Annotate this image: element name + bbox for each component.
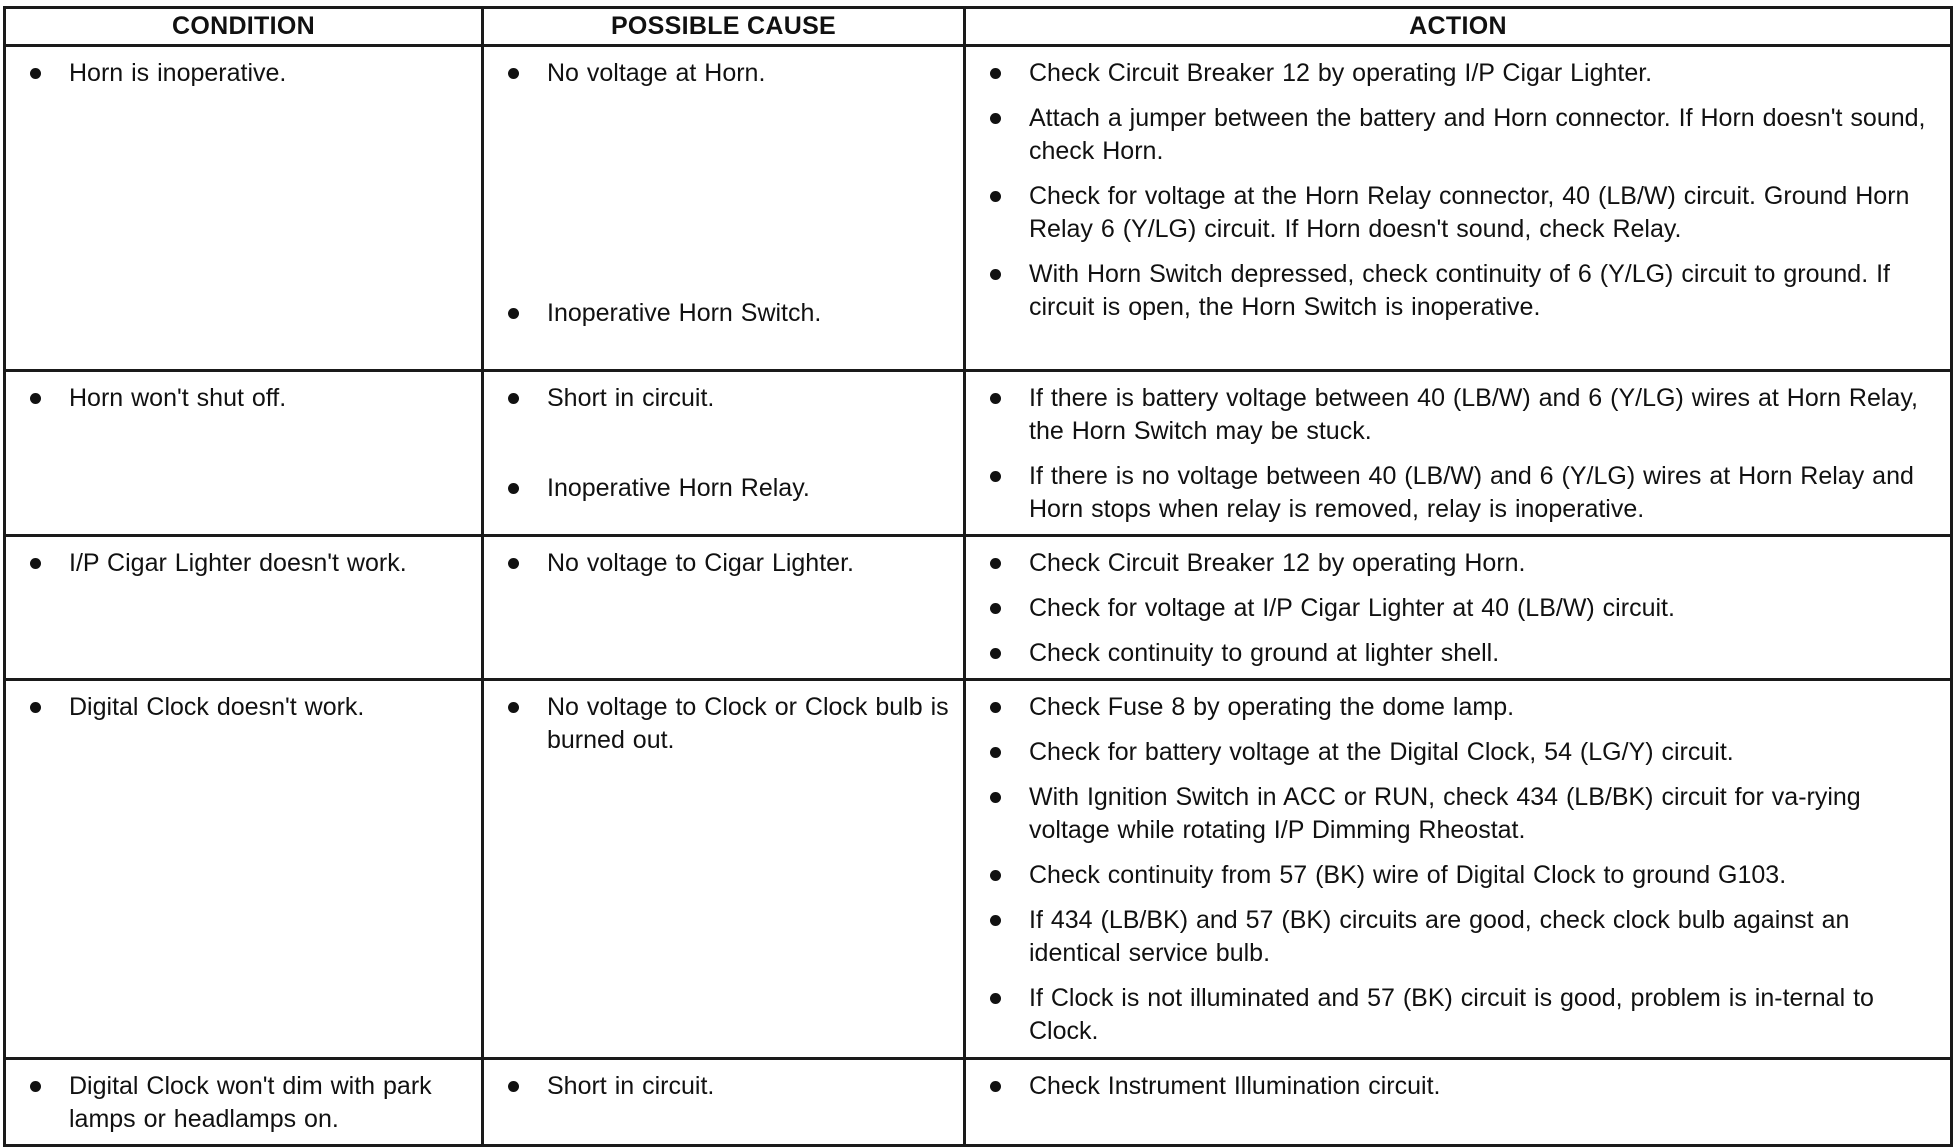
action-text: Check continuity to ground at lighter shell. (1029, 639, 1500, 667)
condition-item (24, 1070, 473, 1136)
bullet-icon (990, 558, 1001, 569)
cause-text: No voltage at Horn. (547, 59, 766, 87)
cause-item (502, 297, 955, 330)
action-item (984, 460, 1942, 526)
bullet-icon (30, 393, 41, 404)
bullet-icon (990, 68, 1001, 79)
bullet-icon (508, 1081, 519, 1092)
bullet-icon (30, 558, 41, 569)
header-action: ACTION (965, 8, 1952, 46)
action-item (984, 180, 1942, 246)
action-text: Attach a jumper between the battery and Horn connector. If Horn doesn't sound, check Horn. (1029, 104, 1926, 165)
bullet-icon (990, 393, 1001, 404)
bullet-icon (990, 702, 1001, 713)
cause-cell (483, 536, 965, 680)
action-text: If there is battery voltage between 40 (LB/W) and 6 (Y/LG) wires at Horn Relay, the Horn Switch may be stuck. (1029, 384, 1918, 445)
condition-text: Digital Clock doesn't work. (69, 693, 365, 721)
condition-cell (5, 680, 483, 1059)
cause-item (502, 382, 955, 415)
cause-item (502, 547, 955, 580)
action-item (984, 102, 1942, 168)
bullet-icon (508, 483, 519, 494)
bullet-icon (990, 1081, 1001, 1092)
action-text: Check for voltage at the Horn Relay connector, 40 (LB/W) circuit. Ground Horn Relay 6 (Y/LG) circuit. If Horn doesn't sound, check Relay. (1029, 182, 1910, 243)
action-cell (965, 1059, 1952, 1146)
cause-cell (483, 46, 965, 371)
header-possible-cause: POSSIBLE CAUSE (483, 8, 965, 46)
bullet-icon (990, 113, 1001, 124)
action-text: Check Circuit Breaker 12 by operating Horn. (1029, 549, 1526, 577)
condition-cell (5, 536, 483, 680)
cause-cell (483, 371, 965, 536)
condition-item (24, 691, 473, 724)
bullet-icon (990, 792, 1001, 803)
condition-cell (5, 46, 483, 371)
table-row (5, 371, 1952, 536)
bullet-icon (990, 191, 1001, 202)
cause-text: Inoperative Horn Switch. (547, 299, 822, 327)
cause-text: Short in circuit. (547, 384, 715, 412)
cause-item (502, 1070, 955, 1103)
bullet-icon (508, 702, 519, 713)
bullet-icon (990, 648, 1001, 659)
bullet-icon (30, 702, 41, 713)
condition-item (24, 382, 473, 415)
condition-cell (5, 371, 483, 536)
action-cell (965, 371, 1952, 536)
action-text: If there is no voltage between 40 (LB/W) and 6 (Y/LG) wires at Horn Relay and Horn stops when relay is removed, relay is inoperative. (1029, 462, 1914, 523)
action-text: Check Fuse 8 by operating the dome lamp. (1029, 693, 1515, 721)
table-row (5, 1059, 1952, 1146)
action-text: Check Instrument Illumination circuit. (1029, 1072, 1441, 1100)
table-row (5, 680, 1952, 1059)
bullet-icon (30, 1081, 41, 1092)
cause-cell (483, 1059, 965, 1146)
action-item (984, 982, 1942, 1048)
action-text: If 434 (LB/BK) and 57 (BK) circuits are good, check clock bulb against an identical service bulb. (1029, 906, 1850, 967)
bullet-icon (990, 603, 1001, 614)
action-cell (965, 536, 1952, 680)
action-item (984, 691, 1942, 724)
cause-text: Inoperative Horn Relay. (547, 474, 810, 502)
action-item (984, 904, 1942, 970)
bullet-icon (508, 558, 519, 569)
action-text: With Ignition Switch in ACC or RUN, check 434 (LB/BK) circuit for va-rying voltage while rotating I/P Dimming Rheostat. (1029, 783, 1861, 844)
bullet-icon (990, 747, 1001, 758)
bullet-icon (508, 68, 519, 79)
condition-text: Digital Clock won't dim with park lamps or headlamps on. (69, 1072, 432, 1133)
condition-cell (5, 1059, 483, 1146)
cause-text: Short in circuit. (547, 1072, 715, 1100)
bullet-icon (990, 915, 1001, 926)
table-row (5, 46, 1952, 371)
header-condition: CONDITION (5, 8, 483, 46)
bullet-icon (990, 993, 1001, 1004)
condition-item (24, 547, 473, 580)
action-item (984, 736, 1942, 769)
action-item (984, 57, 1942, 90)
action-item (984, 781, 1942, 847)
table-row (5, 536, 1952, 680)
diagnosis-table (3, 6, 1953, 1147)
bullet-icon (30, 68, 41, 79)
condition-text: I/P Cigar Lighter doesn't work. (69, 549, 407, 577)
action-item (984, 637, 1942, 670)
condition-text: Horn won't shut off. (69, 384, 287, 412)
cause-item (502, 57, 955, 90)
action-item (984, 382, 1942, 448)
cause-item (502, 472, 955, 505)
condition-text: Horn is inoperative. (69, 59, 287, 87)
action-item (984, 1070, 1942, 1103)
action-text: Check for voltage at I/P Cigar Lighter at 40 (LB/W) circuit. (1029, 594, 1675, 622)
bullet-icon (990, 471, 1001, 482)
bullet-icon (990, 870, 1001, 881)
action-cell (965, 46, 1952, 371)
action-item (984, 258, 1942, 324)
condition-item (24, 57, 473, 90)
action-text: With Horn Switch depressed, check continuity of 6 (Y/LG) circuit to ground. If circuit is open, the Horn Switch is inoperative. (1029, 260, 1890, 321)
bullet-icon (508, 308, 519, 319)
bullet-icon (990, 269, 1001, 280)
action-text: If Clock is not illuminated and 57 (BK) circuit is good, problem is in-ternal to Clock. (1029, 984, 1874, 1045)
action-text: Check continuity from 57 (BK) wire of Digital Clock to ground G103. (1029, 861, 1787, 889)
action-item (984, 592, 1942, 625)
action-item (984, 547, 1942, 580)
cause-text: No voltage to Clock or Clock bulb is burned out. (547, 693, 949, 754)
action-cell (965, 680, 1952, 1059)
action-text: Check for battery voltage at the Digital Clock, 54 (LG/Y) circuit. (1029, 738, 1734, 766)
bullet-icon (508, 393, 519, 404)
action-text: Check Circuit Breaker 12 by operating I/P Cigar Lighter. (1029, 59, 1653, 87)
header-row (5, 8, 1952, 46)
cause-item (502, 691, 955, 757)
cause-text: No voltage to Cigar Lighter. (547, 549, 854, 577)
cause-cell (483, 680, 965, 1059)
action-item (984, 859, 1942, 892)
